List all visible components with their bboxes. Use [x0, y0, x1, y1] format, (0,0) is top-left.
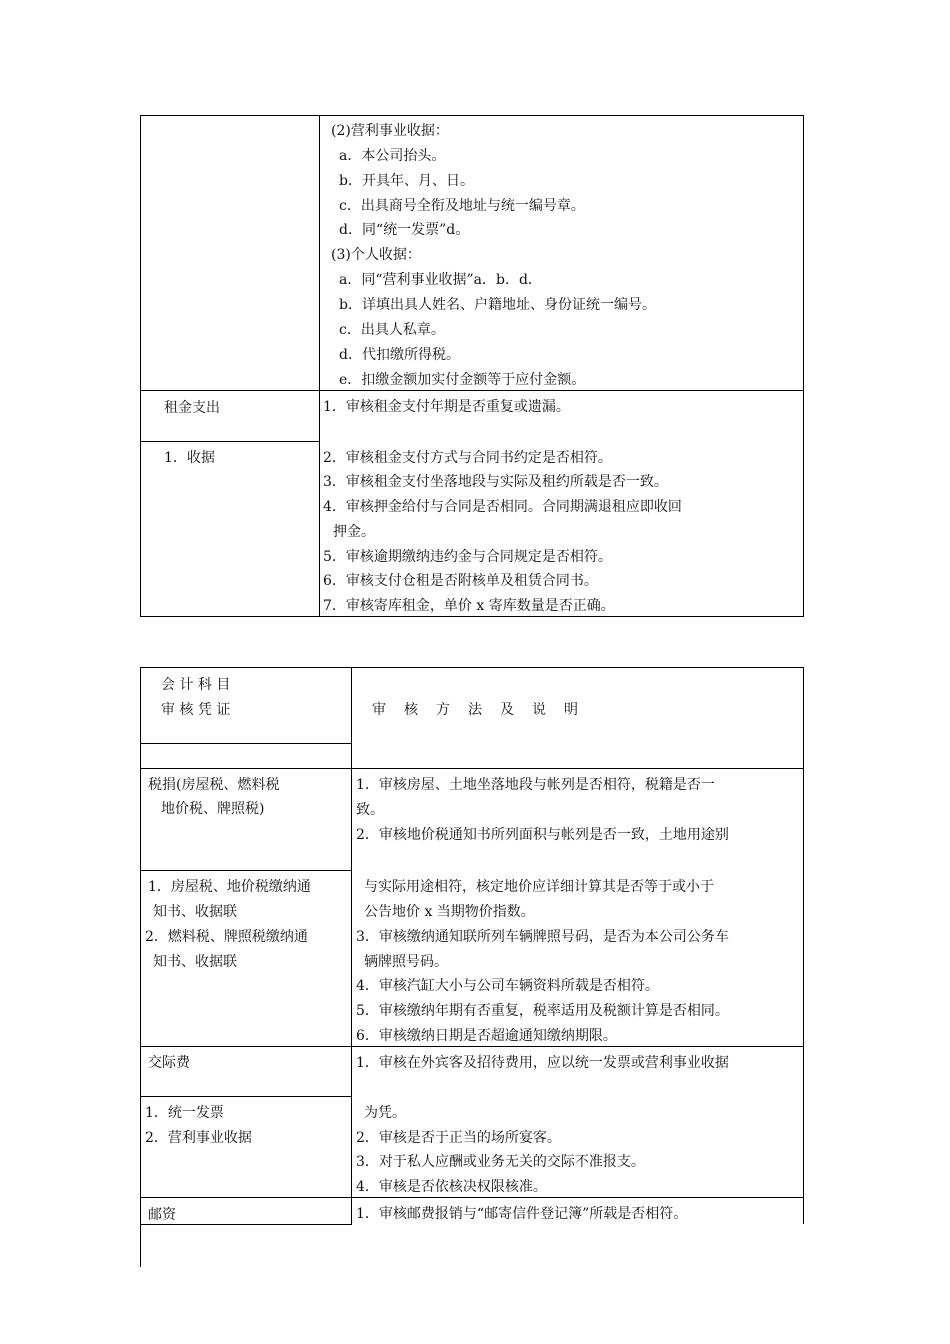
list-item: 与实际用途相符，核定地价应详细计算其是否等于或小于 [364, 879, 714, 895]
list-item: b．详填出具人姓名、户籍地址、身份证统一编号。 [339, 297, 656, 313]
list-item: b．开具年、月、日。 [339, 173, 474, 189]
tax-voucher: 知书、收据联 [153, 904, 237, 920]
list-item: 4．审核是否依核决权限核准。 [356, 1179, 547, 1195]
rent-subject: 租金支出 [164, 400, 220, 416]
list-item: 4．审核押金给付与合同是否相同。合同期满退租应即收回 [323, 499, 682, 515]
postage-subject: 邮资 [148, 1207, 176, 1223]
tax-subject: 税捐(房屋税、燃料税 [148, 777, 280, 793]
list-item: 1．审核在外宾客及招待费用，应以统一发票或营利事业收据 [356, 1055, 729, 1071]
tax-subject: 地价税、牌照税) [161, 801, 265, 817]
profit-receipt-title: (2)营利事业收据： [331, 123, 449, 139]
list-item: 2．审核是否于正当的场所宴客。 [356, 1130, 561, 1146]
list-item: c．出具商号全衔及地址与统一编号章。 [339, 198, 585, 214]
list-item: 1．审核邮费报销与“邮寄信件登记簿”所载是否相符。 [356, 1206, 688, 1222]
list-item: a．同“营利事业收据”a．b．d． [339, 272, 542, 288]
header-subject: 会 计 科 目 [161, 677, 231, 693]
table1-divider [319, 115, 320, 617]
tax-voucher: 2．燃料税、牌照税缴纳通 [145, 929, 308, 945]
rent-voucher: 1．收据 [164, 450, 215, 466]
list-item: e．扣缴金额加实付金额等于应付金额。 [339, 372, 586, 388]
list-item: 7．审核寄库租金，单价 x 寄库数量是否正确。 [323, 598, 615, 614]
list-item: 6．审核支付仓租是否附核单及租赁合同书。 [323, 573, 598, 589]
entertain-voucher: 2．营利事业收据 [145, 1130, 252, 1146]
list-item: 1．审核房屋、土地坐落地段与帐列是否相符，税籍是否一 [356, 777, 715, 793]
list-item: 3．对于私人应酬或业务无关的交际不准报支。 [356, 1154, 645, 1170]
table2-entertain-subline [140, 1096, 352, 1097]
list-item: d．同“统一发票”d。 [339, 222, 470, 238]
list-item: 押金。 [333, 524, 375, 540]
list-item: c．出具人私章。 [339, 322, 445, 338]
list-item: 5．审核缴纳年期有否重复，税率适用及税额计算是否相同。 [356, 1003, 729, 1019]
list-item: 辆牌照号码。 [364, 954, 448, 970]
list-item: 为凭。 [364, 1105, 406, 1121]
header-method: 审 核 方 法 及 说 明 [372, 702, 580, 718]
table2-tax-subline [140, 870, 352, 871]
table2-header-line [140, 768, 804, 769]
list-item: 1．审核租金支付年期是否重复或遗漏。 [323, 399, 570, 415]
list-item: 6．审核缴纳日期是否超逾通知缴纳期限。 [356, 1028, 617, 1044]
list-item: 3．审核缴纳通知联所列车辆牌照号码，是否为本公司公务车 [356, 929, 729, 945]
tax-voucher: 知书、收据联 [153, 954, 237, 970]
list-item: d．代扣缴所得税。 [339, 347, 460, 363]
tax-voucher: 1．房屋税、地价税缴纳通 [148, 879, 311, 895]
list-item: 3．审核租金支付坐落地段与实际及租约所载是否一致。 [323, 474, 668, 490]
table2-header-subline [140, 743, 352, 744]
table2-divider [351, 667, 352, 1225]
list-item: a．本公司抬头。 [339, 148, 446, 164]
header-voucher: 审 核 凭 证 [161, 702, 231, 718]
table2-bottom-gap-cover [352, 1224, 804, 1274]
list-item: 5．审核逾期缴纳违约金与合同规定是否相符。 [323, 549, 612, 565]
list-item: 2．审核租金支付方式与合同书约定是否相符。 [323, 450, 612, 466]
personal-receipt-title: (3)个人收据： [331, 247, 421, 263]
entertain-subject: 交际费 [148, 1055, 190, 1071]
list-item: 致。 [356, 802, 384, 818]
list-item: 2．审核地价税通知书所列面积与帐列是否一致，土地用途别 [356, 827, 729, 843]
entertain-voucher: 1．统一发票 [145, 1105, 224, 1121]
table1-subject-line [140, 441, 320, 442]
list-item: 公告地价 x 当期物价指数。 [364, 904, 535, 920]
list-item: 4．审核汽缸大小与公司车辆资料所载是否相符。 [356, 978, 659, 994]
